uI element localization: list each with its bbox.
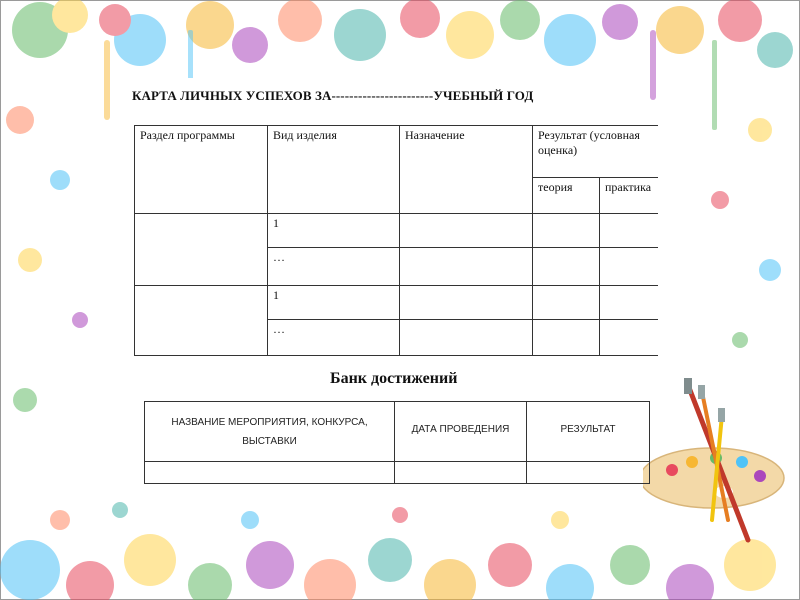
header-item-type: Вид изделия [268,126,400,214]
table-crop-mask [658,120,688,360]
table-cell [400,320,533,356]
table-cell [135,286,268,356]
palette-brushes-icon [640,378,784,540]
header-date: ДАТА ПРОВЕДЕНИЯ [395,402,527,462]
table-cell [533,214,600,248]
table-cell [527,462,650,484]
table-cell [533,286,600,320]
row-marker: … [268,320,400,356]
table-cell [135,214,268,286]
row-marker: 1 [268,286,400,320]
table-cell [145,462,395,484]
card-title: КАРТА ЛИЧНЫХ УСПЕХОВ ЗА-----------------------УЧЕБНЫЙ ГОД [132,88,534,103]
header-practice: практика [600,178,675,214]
table-cell [400,286,533,320]
table-cell [533,248,600,286]
header-section: Раздел программы [135,126,268,214]
table-cell [533,320,600,356]
header-purpose: Назначение [400,126,533,214]
header-result: Результат (условная оценка) [533,126,675,178]
bank-table [144,401,650,484]
header-theory: теория [533,178,600,214]
row-marker: 1 [268,214,400,248]
table-cell [400,248,533,286]
header-bank-result: РЕЗУЛЬТАТ [527,402,650,462]
bank-sheet [138,392,643,492]
table-cell [395,462,527,484]
row-marker: … [268,248,400,286]
bank-title: Банк достижений [330,370,458,387]
table-cell [400,214,533,248]
header-event: НАЗВАНИЕ МЕРОПРИЯТИЯ, КОНКУРСА, ВЫСТАВКИ [145,402,395,462]
achievement-card-table [134,125,675,356]
